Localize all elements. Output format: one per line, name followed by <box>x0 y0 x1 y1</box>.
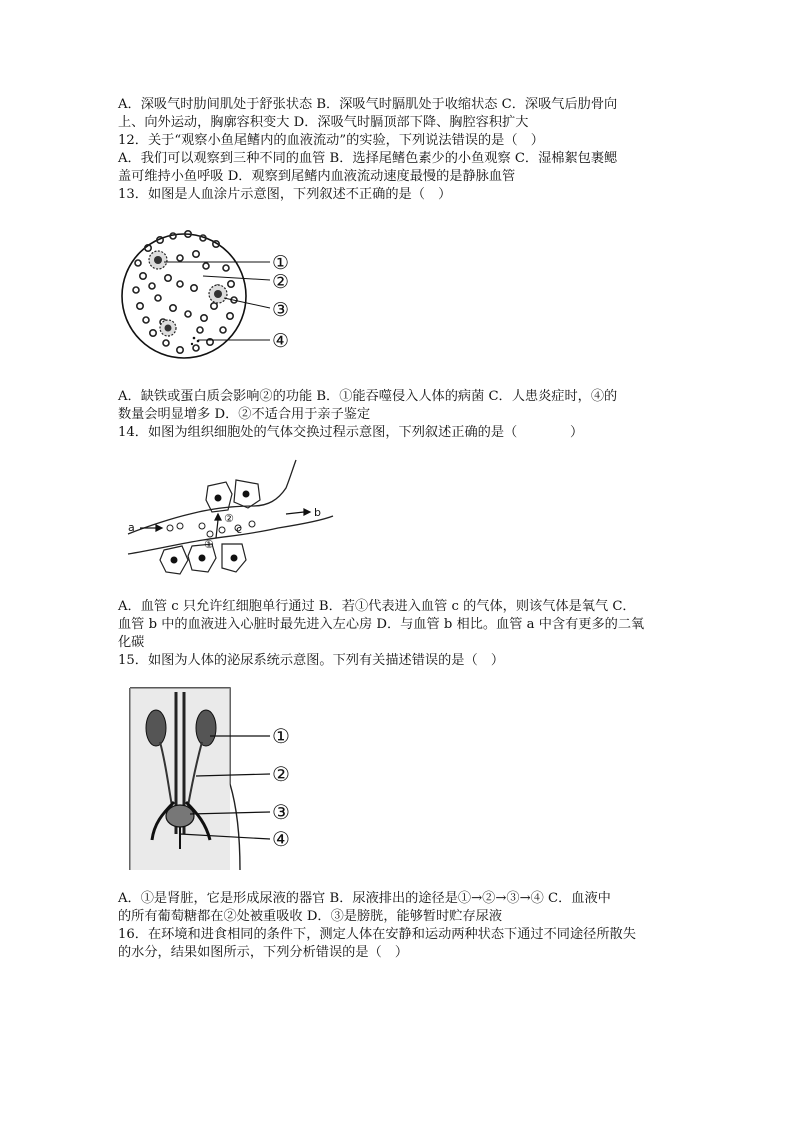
figure-labels <box>272 252 289 352</box>
q13-options-line-1: A．缺铁或蛋白质会影响②的功能 B．①能吞噬侵入人体的病菌 C．人患炎症时，④的 <box>118 389 618 404</box>
label-2: ② <box>224 512 234 525</box>
label-b: b <box>314 506 321 519</box>
q15-options-line-2: 的所有葡萄糖都在②处被重吸收 D．③是膀胱，能够暂时贮存尿液 <box>118 909 503 924</box>
q15-options-line-1: A．①是肾脏，它是形成尿液的器官 B．尿液排出的途径是①→②→③→④ C．血液中 <box>118 891 611 906</box>
label-1: ① <box>204 538 214 551</box>
label-3: ③ <box>272 299 290 321</box>
q12-stem: 12．关于“观察小鱼尾鳍内的血液流动”的实验，下列说法错误的是（ ） <box>118 133 544 148</box>
label-a: a <box>128 521 135 534</box>
q11-options-line-2: 上、向外运动，胸廓容积变大 D．深吸气时膈顶部下降、胸腔容积扩大 <box>118 115 529 130</box>
q16-stem-line-2: 的水分，结果如图所示，下列分析错误的是（ ） <box>118 945 409 960</box>
label-2: ② <box>272 762 290 786</box>
label-1: ① <box>272 252 290 274</box>
capillary-walls <box>128 460 333 554</box>
q14-options-line-2: 血管 b 中的血液进入心脏时最先进入左心房 D．与血管 b 相比。血管 a 中含有更多的二氧 <box>118 617 645 632</box>
q12-options-line-1: A．我们可以观察到三种不同的血管 B．选择尾鳍色素少的小鱼观察 C．湿棉絮包裹鳃 <box>118 151 618 166</box>
gas-exchange-figure <box>118 456 338 586</box>
label-4: ④ <box>272 827 290 851</box>
q12-options-line-2: 盖可维持小鱼呼吸 D．观察到尾鳍内血液流动速度最慢的是静脉血管 <box>118 169 516 184</box>
q11-options-line-1: A．深吸气时肋间肌处于舒张状态 B．深吸气时膈肌处于收缩状态 C．深吸气后肋骨向 <box>118 97 618 112</box>
q14-options-line-1: A．血管 c 只允许红细胞单行通过 B．若①代表进入血管 c 的气体，则该气体是氧气 C． <box>118 599 636 614</box>
q13-stem: 13．如图是人血涂片示意图，下列叙述不正确的是（ ） <box>118 187 452 202</box>
label-2: ② <box>272 271 290 293</box>
urinary-system-figure <box>118 684 328 874</box>
figure-labels <box>272 724 290 851</box>
label-4: ④ <box>272 330 290 352</box>
bladder <box>166 805 194 827</box>
label-1: ① <box>272 724 290 748</box>
q14-stem: 14．如图为组织细胞处的气体交换过程示意图，下列叙述正确的是（ ） <box>118 425 584 440</box>
label-3: ③ <box>272 800 290 824</box>
q15-stem: 15．如图为人体的泌尿系统示意图。下列有关描述错误的是（ ） <box>118 653 505 668</box>
q14-options-line-3: 化碳 <box>118 635 145 650</box>
blood-smear-figure <box>118 218 318 378</box>
q13-options-line-2: 数量会明显增多 D．②不适合用于亲子鉴定 <box>118 407 371 422</box>
smear-field <box>122 234 246 358</box>
q16-stem-line-1: 16．在环境和进食相同的条件下，测定人体在安静和运动两种状态下通过不同途径所散失 <box>118 927 636 942</box>
label-c: c <box>236 523 243 536</box>
